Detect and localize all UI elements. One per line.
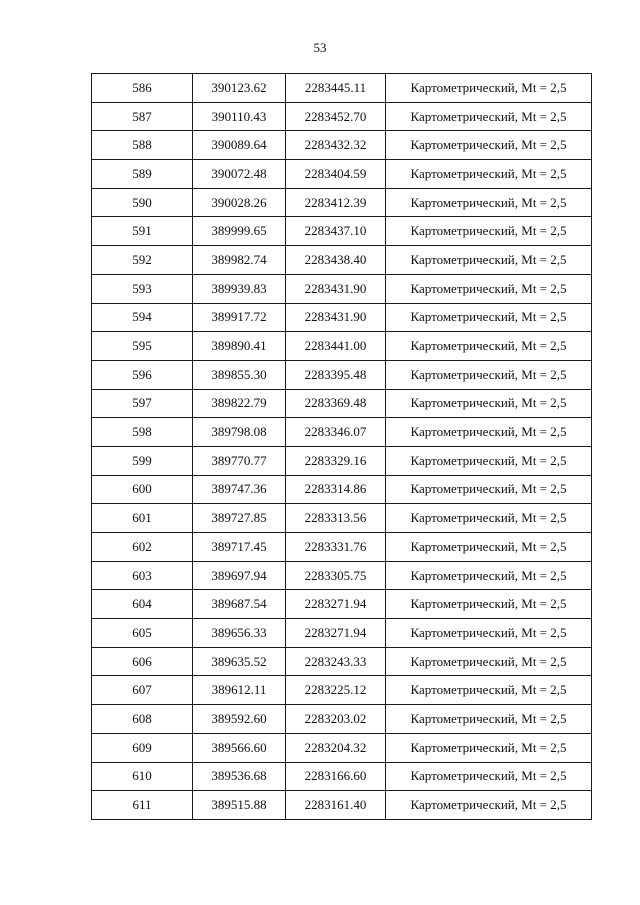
y-coordinate-cell: 2283225.12: [286, 676, 386, 705]
point-number-cell: 602: [92, 533, 193, 562]
x-coordinate-cell: 390072.48: [193, 160, 286, 189]
point-number-cell: 590: [92, 188, 193, 217]
table-row: [92, 676, 592, 705]
method-cell: Картометрический, Mt = 2,5: [386, 303, 592, 332]
y-coordinate-cell: 2283271.94: [286, 590, 386, 619]
y-coordinate-cell: 2283395.48: [286, 360, 386, 389]
x-coordinate-cell: 390089.64: [193, 131, 286, 160]
table-row: [92, 74, 592, 103]
method-cell: Картометрический, Mt = 2,5: [386, 418, 592, 447]
table-row: [92, 160, 592, 189]
method-cell: Картометрический, Mt = 2,5: [386, 533, 592, 562]
x-coordinate-cell: 390110.43: [193, 102, 286, 131]
point-number-cell: 586: [92, 74, 193, 103]
method-cell: Картометрический, Mt = 2,5: [386, 475, 592, 504]
y-coordinate-cell: 2283271.94: [286, 619, 386, 648]
x-coordinate-cell: 389727.85: [193, 504, 286, 533]
table-row: [92, 590, 592, 619]
method-cell: Картометрический, Mt = 2,5: [386, 74, 592, 103]
y-coordinate-cell: 2283369.48: [286, 389, 386, 418]
y-coordinate-cell: 2283431.90: [286, 303, 386, 332]
table-row: [92, 303, 592, 332]
x-coordinate-cell: 389747.36: [193, 475, 286, 504]
x-coordinate-cell: 389515.88: [193, 791, 286, 820]
y-coordinate-cell: 2283203.02: [286, 705, 386, 734]
x-coordinate-cell: 389939.83: [193, 274, 286, 303]
point-number-cell: 609: [92, 733, 193, 762]
point-number-cell: 592: [92, 246, 193, 275]
table-row: [92, 418, 592, 447]
point-number-cell: 587: [92, 102, 193, 131]
method-cell: Картометрический, Mt = 2,5: [386, 561, 592, 590]
point-number-cell: 599: [92, 446, 193, 475]
x-coordinate-cell: 389536.68: [193, 762, 286, 791]
point-number-cell: 591: [92, 217, 193, 246]
method-cell: Картометрический, Mt = 2,5: [386, 389, 592, 418]
point-number-cell: 610: [92, 762, 193, 791]
method-cell: Картометрический, Mt = 2,5: [386, 274, 592, 303]
y-coordinate-cell: 2283445.11: [286, 74, 386, 103]
coordinates-table: [91, 73, 592, 820]
method-cell: Картометрический, Mt = 2,5: [386, 647, 592, 676]
point-number-cell: 604: [92, 590, 193, 619]
table-row: [92, 762, 592, 791]
method-cell: Картометрический, Mt = 2,5: [386, 131, 592, 160]
table-row: [92, 102, 592, 131]
x-coordinate-cell: 389635.52: [193, 647, 286, 676]
y-coordinate-cell: 2283432.32: [286, 131, 386, 160]
x-coordinate-cell: 389770.77: [193, 446, 286, 475]
method-cell: Картометрический, Mt = 2,5: [386, 504, 592, 533]
table-row: [92, 647, 592, 676]
method-cell: Картометрический, Mt = 2,5: [386, 676, 592, 705]
method-cell: Картометрический, Mt = 2,5: [386, 733, 592, 762]
x-coordinate-cell: 389612.11: [193, 676, 286, 705]
table-row: [92, 188, 592, 217]
method-cell: Картометрический, Mt = 2,5: [386, 102, 592, 131]
x-coordinate-cell: 389798.08: [193, 418, 286, 447]
point-number-cell: 593: [92, 274, 193, 303]
point-number-cell: 595: [92, 332, 193, 361]
method-cell: Картометрический, Mt = 2,5: [386, 762, 592, 791]
method-cell: Картометрический, Mt = 2,5: [386, 332, 592, 361]
table-row: [92, 217, 592, 246]
x-coordinate-cell: 389822.79: [193, 389, 286, 418]
point-number-cell: 598: [92, 418, 193, 447]
method-cell: Картометрический, Mt = 2,5: [386, 705, 592, 734]
x-coordinate-cell: 389855.30: [193, 360, 286, 389]
table-row: [92, 246, 592, 275]
point-number-cell: 606: [92, 647, 193, 676]
point-number-cell: 608: [92, 705, 193, 734]
point-number-cell: 600: [92, 475, 193, 504]
table-row: [92, 705, 592, 734]
x-coordinate-cell: 390123.62: [193, 74, 286, 103]
x-coordinate-cell: 389566.60: [193, 733, 286, 762]
y-coordinate-cell: 2283204.32: [286, 733, 386, 762]
table-row: [92, 475, 592, 504]
coordinates-table-body: [92, 74, 592, 820]
point-number-cell: 588: [92, 131, 193, 160]
y-coordinate-cell: 2283438.40: [286, 246, 386, 275]
y-coordinate-cell: 2283243.33: [286, 647, 386, 676]
method-cell: Картометрический, Mt = 2,5: [386, 246, 592, 275]
y-coordinate-cell: 2283329.16: [286, 446, 386, 475]
point-number-cell: 589: [92, 160, 193, 189]
y-coordinate-cell: 2283346.07: [286, 418, 386, 447]
point-number-cell: 607: [92, 676, 193, 705]
x-coordinate-cell: 389592.60: [193, 705, 286, 734]
x-coordinate-cell: 389687.54: [193, 590, 286, 619]
method-cell: Картометрический, Mt = 2,5: [386, 590, 592, 619]
y-coordinate-cell: 2283412.39: [286, 188, 386, 217]
method-cell: Картометрический, Mt = 2,5: [386, 188, 592, 217]
x-coordinate-cell: 389656.33: [193, 619, 286, 648]
y-coordinate-cell: 2283437.10: [286, 217, 386, 246]
point-number-cell: 601: [92, 504, 193, 533]
x-coordinate-cell: 389717.45: [193, 533, 286, 562]
table-row: [92, 389, 592, 418]
y-coordinate-cell: 2283331.76: [286, 533, 386, 562]
point-number-cell: 596: [92, 360, 193, 389]
point-number-cell: 603: [92, 561, 193, 590]
x-coordinate-cell: 389917.72: [193, 303, 286, 332]
page-number: 53: [313, 40, 327, 55]
y-coordinate-cell: 2283431.90: [286, 274, 386, 303]
table-row: [92, 619, 592, 648]
x-coordinate-cell: 390028.26: [193, 188, 286, 217]
point-number-cell: 611: [92, 791, 193, 820]
method-cell: Картометрический, Mt = 2,5: [386, 446, 592, 475]
method-cell: Картометрический, Mt = 2,5: [386, 160, 592, 189]
y-coordinate-cell: 2283166.60: [286, 762, 386, 791]
x-coordinate-cell: 389982.74: [193, 246, 286, 275]
table-row: [92, 274, 592, 303]
table-row: [92, 533, 592, 562]
table-row: [92, 332, 592, 361]
y-coordinate-cell: 2283314.86: [286, 475, 386, 504]
table-row: [92, 561, 592, 590]
y-coordinate-cell: 2283161.40: [286, 791, 386, 820]
table-row: [92, 504, 592, 533]
x-coordinate-cell: 389999.65: [193, 217, 286, 246]
point-number-cell: 605: [92, 619, 193, 648]
y-coordinate-cell: 2283305.75: [286, 561, 386, 590]
y-coordinate-cell: 2283313.56: [286, 504, 386, 533]
method-cell: Картометрический, Mt = 2,5: [386, 619, 592, 648]
x-coordinate-cell: 389697.94: [193, 561, 286, 590]
y-coordinate-cell: 2283404.59: [286, 160, 386, 189]
y-coordinate-cell: 2283452.70: [286, 102, 386, 131]
method-cell: Картометрический, Mt = 2,5: [386, 360, 592, 389]
point-number-cell: 594: [92, 303, 193, 332]
table-row: [92, 131, 592, 160]
method-cell: Картометрический, Mt = 2,5: [386, 217, 592, 246]
y-coordinate-cell: 2283441.00: [286, 332, 386, 361]
method-cell: Картометрический, Mt = 2,5: [386, 791, 592, 820]
table-row: [92, 791, 592, 820]
table-row: [92, 360, 592, 389]
table-row: [92, 733, 592, 762]
table-row: [92, 446, 592, 475]
x-coordinate-cell: 389890.41: [193, 332, 286, 361]
point-number-cell: 597: [92, 389, 193, 418]
